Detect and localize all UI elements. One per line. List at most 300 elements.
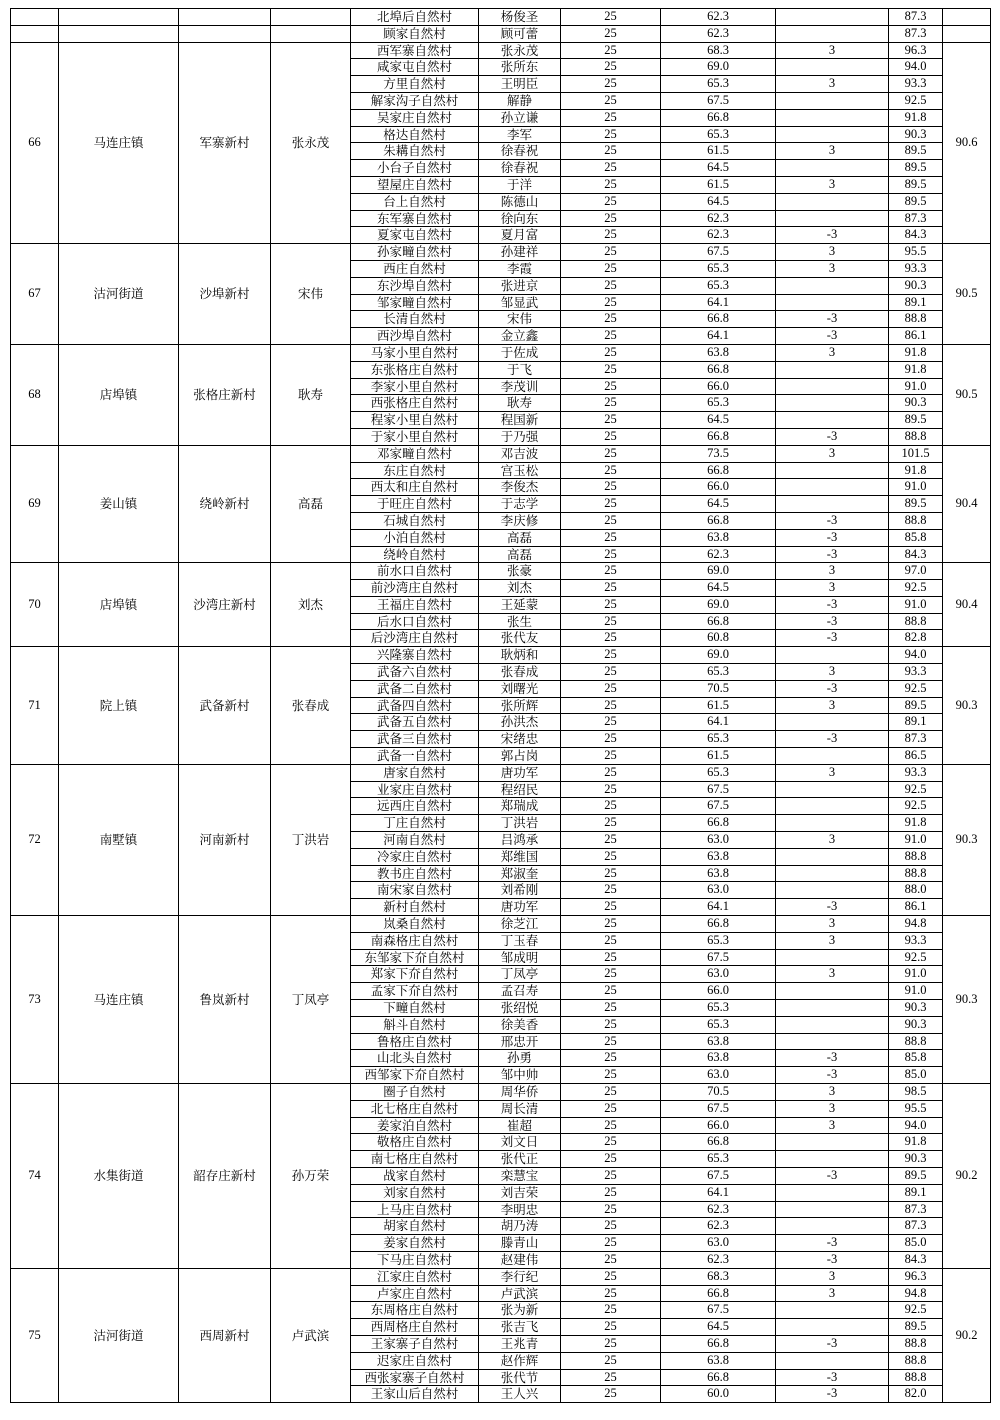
cell-base-score: 25 bbox=[561, 882, 661, 899]
cell-town bbox=[59, 25, 179, 42]
cell-village: 河南新村 bbox=[179, 764, 271, 915]
cell-adjustment bbox=[776, 983, 889, 1000]
cell-natural-leader: 刘曙光 bbox=[479, 680, 561, 697]
cell-total: 88.8 bbox=[889, 1369, 943, 1386]
cell-base-score: 25 bbox=[561, 1151, 661, 1168]
cell-natural-village: 王家寨子自然村 bbox=[351, 1335, 479, 1352]
cell-adjustment bbox=[776, 1016, 889, 1033]
cell-adjustment: -3 bbox=[776, 680, 889, 697]
cell-total: 89.5 bbox=[889, 496, 943, 513]
cell-score: 67.5 bbox=[661, 244, 776, 261]
cell-natural-village: 邹家疃自然村 bbox=[351, 294, 479, 311]
cell-index: 69 bbox=[11, 445, 59, 563]
cell-natural-village: 西邹家下夼自然村 bbox=[351, 1067, 479, 1084]
cell-adjustment: 3 bbox=[776, 916, 889, 933]
cell-town: 姜山镇 bbox=[59, 445, 179, 563]
cell-total: 86.5 bbox=[889, 748, 943, 765]
cell-adjustment: 3 bbox=[776, 1100, 889, 1117]
cell-natural-leader: 唐功军 bbox=[479, 899, 561, 916]
cell-natural-village: 北埠后自然村 bbox=[351, 9, 479, 26]
cell-base-score: 25 bbox=[561, 294, 661, 311]
cell-total: 96.3 bbox=[889, 1268, 943, 1285]
cell-score: 62.3 bbox=[661, 1251, 776, 1268]
cell-score: 62.3 bbox=[661, 1201, 776, 1218]
cell-score: 64.5 bbox=[661, 412, 776, 429]
cell-adjustment bbox=[776, 160, 889, 177]
cell-total: 91.0 bbox=[889, 378, 943, 395]
cell-natural-village: 教书庄自然村 bbox=[351, 865, 479, 882]
ranking-table bbox=[10, 8, 991, 1403]
cell-base-score: 25 bbox=[561, 966, 661, 983]
cell-town: 店埠镇 bbox=[59, 563, 179, 647]
cell-index bbox=[11, 25, 59, 42]
cell-base-score: 25 bbox=[561, 832, 661, 849]
cell-adjustment: 3 bbox=[776, 445, 889, 462]
cell-natural-village: 王福庄自然村 bbox=[351, 596, 479, 613]
cell-adjustment: 3 bbox=[776, 832, 889, 849]
cell-natural-village: 敬格庄自然村 bbox=[351, 1134, 479, 1151]
cell-natural-leader: 徐春祝 bbox=[479, 143, 561, 160]
cell-total: 89.1 bbox=[889, 1184, 943, 1201]
cell-natural-leader: 赵作辉 bbox=[479, 1352, 561, 1369]
cell-adjustment bbox=[776, 109, 889, 126]
cell-natural-leader: 耿炳和 bbox=[479, 647, 561, 664]
cell-index: 70 bbox=[11, 563, 59, 647]
cell-base-score: 25 bbox=[561, 781, 661, 798]
cell-base-score: 25 bbox=[561, 496, 661, 513]
cell-village-leader: 宋伟 bbox=[271, 244, 351, 345]
cell-base-score: 25 bbox=[561, 529, 661, 546]
cell-natural-village: 小台子自然村 bbox=[351, 160, 479, 177]
cell-natural-village: 王家山后自然村 bbox=[351, 1386, 479, 1403]
cell-total: 95.5 bbox=[889, 244, 943, 261]
cell-adjustment bbox=[776, 714, 889, 731]
cell-score: 63.8 bbox=[661, 1050, 776, 1067]
cell-base-score: 25 bbox=[561, 76, 661, 93]
cell-natural-village: 西庄自然村 bbox=[351, 260, 479, 277]
cell-total: 92.5 bbox=[889, 680, 943, 697]
cell-natural-village: 斛斗自然村 bbox=[351, 1016, 479, 1033]
cell-natural-village: 后水口自然村 bbox=[351, 613, 479, 630]
cell-base-score: 25 bbox=[561, 126, 661, 143]
cell-score: 60.0 bbox=[661, 1386, 776, 1403]
cell-average: 90.3 bbox=[943, 764, 991, 915]
cell-village-leader: 张永茂 bbox=[271, 42, 351, 244]
cell-total: 91.0 bbox=[889, 832, 943, 849]
cell-town: 马连庄镇 bbox=[59, 42, 179, 244]
cell-adjustment: -3 bbox=[776, 1369, 889, 1386]
cell-natural-leader: 吕鸿承 bbox=[479, 832, 561, 849]
cell-natural-leader: 栾慧宝 bbox=[479, 1167, 561, 1184]
cell-adjustment bbox=[776, 126, 889, 143]
cell-natural-leader: 卢武滨 bbox=[479, 1285, 561, 1302]
cell-total: 88.8 bbox=[889, 428, 943, 445]
cell-base-score: 25 bbox=[561, 412, 661, 429]
cell-natural-leader: 刘杰 bbox=[479, 580, 561, 597]
cell-total: 85.0 bbox=[889, 1235, 943, 1252]
cell-score: 62.3 bbox=[661, 227, 776, 244]
cell-village-leader: 丁凤亭 bbox=[271, 916, 351, 1084]
cell-adjustment: -3 bbox=[776, 311, 889, 328]
cell-total: 91.8 bbox=[889, 344, 943, 361]
cell-total: 98.5 bbox=[889, 1084, 943, 1101]
cell-natural-leader: 邓吉波 bbox=[479, 445, 561, 462]
cell-natural-leader: 张豪 bbox=[479, 563, 561, 580]
cell-natural-village: 武备二自然村 bbox=[351, 680, 479, 697]
cell-natural-village: 夏家屯自然村 bbox=[351, 227, 479, 244]
cell-adjustment: -3 bbox=[776, 227, 889, 244]
cell-score: 63.0 bbox=[661, 882, 776, 899]
cell-natural-village: 河南自然村 bbox=[351, 832, 479, 849]
cell-score: 63.0 bbox=[661, 966, 776, 983]
cell-total: 94.0 bbox=[889, 1117, 943, 1134]
cell-total: 93.3 bbox=[889, 260, 943, 277]
cell-base-score: 25 bbox=[561, 815, 661, 832]
cell-natural-leader: 王明臣 bbox=[479, 76, 561, 93]
cell-base-score: 25 bbox=[561, 1251, 661, 1268]
cell-village: 军寨新村 bbox=[179, 42, 271, 244]
cell-base-score: 25 bbox=[561, 1235, 661, 1252]
cell-adjustment bbox=[776, 865, 889, 882]
cell-adjustment: -3 bbox=[776, 529, 889, 546]
cell-natural-village: 东沙埠自然村 bbox=[351, 277, 479, 294]
cell-index: 68 bbox=[11, 344, 59, 445]
cell-natural-leader: 孙洪杰 bbox=[479, 714, 561, 731]
cell-natural-leader: 耿寿 bbox=[479, 395, 561, 412]
cell-adjustment: 3 bbox=[776, 563, 889, 580]
cell-score: 66.8 bbox=[661, 1134, 776, 1151]
cell-score: 63.8 bbox=[661, 344, 776, 361]
cell-natural-leader: 顾可蕾 bbox=[479, 25, 561, 42]
cell-natural-leader: 崔超 bbox=[479, 1117, 561, 1134]
cell-total: 90.3 bbox=[889, 126, 943, 143]
cell-town: 水集街道 bbox=[59, 1084, 179, 1269]
cell-village: 武备新村 bbox=[179, 647, 271, 765]
cell-natural-leader: 高磊 bbox=[479, 529, 561, 546]
table-row bbox=[11, 344, 991, 361]
cell-natural-village: 胡家自然村 bbox=[351, 1218, 479, 1235]
cell-base-score: 25 bbox=[561, 764, 661, 781]
cell-adjustment: -3 bbox=[776, 546, 889, 563]
cell-score: 63.0 bbox=[661, 1235, 776, 1252]
cell-adjustment: 3 bbox=[776, 1117, 889, 1134]
cell-natural-village: 台上自然村 bbox=[351, 193, 479, 210]
cell-total: 89.1 bbox=[889, 714, 943, 731]
cell-score: 66.0 bbox=[661, 479, 776, 496]
cell-total: 90.3 bbox=[889, 395, 943, 412]
cell-natural-village: 冷家庄自然村 bbox=[351, 848, 479, 865]
cell-score: 69.0 bbox=[661, 647, 776, 664]
cell-adjustment: 3 bbox=[776, 176, 889, 193]
cell-total: 87.3 bbox=[889, 210, 943, 227]
cell-natural-leader: 周长清 bbox=[479, 1100, 561, 1117]
cell-score: 64.5 bbox=[661, 1319, 776, 1336]
cell-natural-leader: 赵建伟 bbox=[479, 1251, 561, 1268]
cell-base-score: 25 bbox=[561, 193, 661, 210]
cell-natural-leader: 于洋 bbox=[479, 176, 561, 193]
cell-natural-leader: 于飞 bbox=[479, 361, 561, 378]
cell-average: 90.3 bbox=[943, 916, 991, 1084]
cell-score: 63.8 bbox=[661, 1352, 776, 1369]
cell-adjustment: -3 bbox=[776, 630, 889, 647]
cell-score: 66.8 bbox=[661, 361, 776, 378]
cell-adjustment: -3 bbox=[776, 899, 889, 916]
cell-village: 沙湾庄新村 bbox=[179, 563, 271, 647]
cell-natural-village: 前沙湾庄自然村 bbox=[351, 580, 479, 597]
cell-score: 69.0 bbox=[661, 563, 776, 580]
cell-total: 87.3 bbox=[889, 9, 943, 26]
cell-total: 94.0 bbox=[889, 59, 943, 76]
cell-score: 62.3 bbox=[661, 546, 776, 563]
cell-town: 沽河街道 bbox=[59, 244, 179, 345]
cell-natural-village: 西太和庄自然村 bbox=[351, 479, 479, 496]
cell-natural-leader: 李行纪 bbox=[479, 1268, 561, 1285]
cell-natural-village: 望屋庄自然村 bbox=[351, 176, 479, 193]
cell-score: 62.3 bbox=[661, 210, 776, 227]
cell-natural-village: 孟家下夼自然村 bbox=[351, 983, 479, 1000]
cell-base-score: 25 bbox=[561, 210, 661, 227]
cell-natural-village: 南宋家自然村 bbox=[351, 882, 479, 899]
cell-score: 65.3 bbox=[661, 731, 776, 748]
cell-natural-village: 远西庄自然村 bbox=[351, 798, 479, 815]
cell-score: 65.3 bbox=[661, 1016, 776, 1033]
cell-adjustment: -3 bbox=[776, 1067, 889, 1084]
cell-total: 88.0 bbox=[889, 882, 943, 899]
cell-adjustment: -3 bbox=[776, 1251, 889, 1268]
cell-total: 89.5 bbox=[889, 1319, 943, 1336]
cell-total: 85.8 bbox=[889, 529, 943, 546]
table-row bbox=[11, 1084, 991, 1101]
cell-base-score: 25 bbox=[561, 613, 661, 630]
cell-natural-leader: 丁凤亭 bbox=[479, 966, 561, 983]
cell-natural-village: 下马庄自然村 bbox=[351, 1251, 479, 1268]
cell-total: 94.8 bbox=[889, 1285, 943, 1302]
cell-natural-leader: 刘文日 bbox=[479, 1134, 561, 1151]
cell-base-score: 25 bbox=[561, 277, 661, 294]
cell-adjustment bbox=[776, 1352, 889, 1369]
cell-natural-village: 于家小里自然村 bbox=[351, 428, 479, 445]
cell-score: 64.5 bbox=[661, 580, 776, 597]
cell-index: 73 bbox=[11, 916, 59, 1084]
cell-adjustment bbox=[776, 748, 889, 765]
cell-score: 67.5 bbox=[661, 949, 776, 966]
cell-score: 62.3 bbox=[661, 1218, 776, 1235]
cell-total: 92.5 bbox=[889, 92, 943, 109]
cell-base-score: 25 bbox=[561, 647, 661, 664]
cell-adjustment bbox=[776, 412, 889, 429]
cell-natural-leader: 张绍悦 bbox=[479, 1000, 561, 1017]
cell-natural-village: 山北头自然村 bbox=[351, 1050, 479, 1067]
cell-average: 90.6 bbox=[943, 42, 991, 244]
cell-total: 87.3 bbox=[889, 1201, 943, 1218]
cell-total: 88.8 bbox=[889, 1033, 943, 1050]
cell-natural-village: 武备四自然村 bbox=[351, 697, 479, 714]
cell-natural-leader: 周华侨 bbox=[479, 1084, 561, 1101]
cell-total: 94.0 bbox=[889, 647, 943, 664]
table-row bbox=[11, 647, 991, 664]
cell-natural-village: 武备三自然村 bbox=[351, 731, 479, 748]
cell-natural-leader: 郑淑奎 bbox=[479, 865, 561, 882]
cell-base-score: 25 bbox=[561, 361, 661, 378]
cell-score: 66.8 bbox=[661, 109, 776, 126]
cell-natural-village: 马家小里自然村 bbox=[351, 344, 479, 361]
cell-score: 66.8 bbox=[661, 428, 776, 445]
cell-village bbox=[179, 9, 271, 26]
cell-base-score: 25 bbox=[561, 176, 661, 193]
cell-adjustment bbox=[776, 378, 889, 395]
cell-total: 95.5 bbox=[889, 1100, 943, 1117]
cell-natural-leader: 夏月富 bbox=[479, 227, 561, 244]
cell-adjustment: -3 bbox=[776, 613, 889, 630]
cell-base-score: 25 bbox=[561, 395, 661, 412]
cell-natural-leader: 孙立谦 bbox=[479, 109, 561, 126]
cell-total: 88.8 bbox=[889, 311, 943, 328]
cell-score: 65.3 bbox=[661, 1000, 776, 1017]
cell-natural-leader: 王延蒙 bbox=[479, 596, 561, 613]
cell-base-score: 25 bbox=[561, 983, 661, 1000]
cell-total: 89.1 bbox=[889, 294, 943, 311]
cell-adjustment bbox=[776, 949, 889, 966]
cell-natural-village: 西张家寨子自然村 bbox=[351, 1369, 479, 1386]
cell-score: 66.0 bbox=[661, 378, 776, 395]
cell-village-leader: 丁洪岩 bbox=[271, 764, 351, 915]
cell-natural-leader: 王兆青 bbox=[479, 1335, 561, 1352]
cell-village-leader: 耿寿 bbox=[271, 344, 351, 445]
cell-score: 65.3 bbox=[661, 664, 776, 681]
cell-total: 88.8 bbox=[889, 1352, 943, 1369]
cell-score: 69.0 bbox=[661, 59, 776, 76]
cell-base-score: 25 bbox=[561, 1033, 661, 1050]
cell-score: 65.3 bbox=[661, 260, 776, 277]
cell-total: 89.5 bbox=[889, 143, 943, 160]
cell-natural-leader: 宋伟 bbox=[479, 311, 561, 328]
cell-total: 93.3 bbox=[889, 932, 943, 949]
cell-total: 87.3 bbox=[889, 25, 943, 42]
cell-base-score: 25 bbox=[561, 512, 661, 529]
cell-base-score: 25 bbox=[561, 731, 661, 748]
cell-total: 92.5 bbox=[889, 798, 943, 815]
cell-score: 67.5 bbox=[661, 1100, 776, 1117]
cell-natural-leader: 于乃强 bbox=[479, 428, 561, 445]
cell-adjustment: 3 bbox=[776, 664, 889, 681]
cell-average: 90.2 bbox=[943, 1268, 991, 1402]
cell-natural-leader: 李庆修 bbox=[479, 512, 561, 529]
cell-town: 店埠镇 bbox=[59, 344, 179, 445]
cell-natural-leader: 李霞 bbox=[479, 260, 561, 277]
cell-adjustment bbox=[776, 848, 889, 865]
cell-natural-village: 程家小里自然村 bbox=[351, 412, 479, 429]
cell-natural-leader: 唐功军 bbox=[479, 764, 561, 781]
cell-score: 66.8 bbox=[661, 613, 776, 630]
table-row bbox=[11, 916, 991, 933]
cell-natural-leader: 滕青山 bbox=[479, 1235, 561, 1252]
cell-base-score: 25 bbox=[561, 92, 661, 109]
cell-natural-leader: 张春成 bbox=[479, 664, 561, 681]
cell-score: 66.8 bbox=[661, 1335, 776, 1352]
cell-base-score: 25 bbox=[561, 580, 661, 597]
cell-natural-village: 西周格庄自然村 bbox=[351, 1319, 479, 1336]
cell-adjustment: -3 bbox=[776, 596, 889, 613]
cell-score: 65.3 bbox=[661, 932, 776, 949]
cell-natural-leader: 张代节 bbox=[479, 1369, 561, 1386]
cell-adjustment: -3 bbox=[776, 428, 889, 445]
cell-natural-village: 李家小里自然村 bbox=[351, 378, 479, 395]
cell-score: 66.8 bbox=[661, 311, 776, 328]
cell-natural-leader: 郑瑞成 bbox=[479, 798, 561, 815]
cell-base-score: 25 bbox=[561, 1218, 661, 1235]
cell-natural-leader: 徐美香 bbox=[479, 1016, 561, 1033]
cell-base-score: 25 bbox=[561, 1268, 661, 1285]
cell-total: 89.5 bbox=[889, 193, 943, 210]
table-row bbox=[11, 244, 991, 261]
cell-natural-village: 南七格庄自然村 bbox=[351, 1151, 479, 1168]
cell-adjustment bbox=[776, 1000, 889, 1017]
cell-score: 66.8 bbox=[661, 815, 776, 832]
cell-score: 63.8 bbox=[661, 848, 776, 865]
cell-adjustment bbox=[776, 294, 889, 311]
cell-natural-leader: 邹成明 bbox=[479, 949, 561, 966]
cell-natural-leader: 徐向东 bbox=[479, 210, 561, 227]
cell-score: 65.3 bbox=[661, 126, 776, 143]
cell-total: 88.8 bbox=[889, 613, 943, 630]
cell-village bbox=[179, 25, 271, 42]
cell-score: 69.0 bbox=[661, 596, 776, 613]
cell-natural-village: 后沙湾庄自然村 bbox=[351, 630, 479, 647]
cell-natural-leader: 李军 bbox=[479, 126, 561, 143]
cell-adjustment bbox=[776, 462, 889, 479]
cell-adjustment bbox=[776, 395, 889, 412]
cell-adjustment bbox=[776, 92, 889, 109]
cell-village: 沙埠新村 bbox=[179, 244, 271, 345]
cell-village-leader bbox=[271, 9, 351, 26]
cell-village-leader: 卢武滨 bbox=[271, 1268, 351, 1402]
cell-total: 86.1 bbox=[889, 899, 943, 916]
cell-natural-leader: 程绍民 bbox=[479, 781, 561, 798]
cell-base-score: 25 bbox=[561, 378, 661, 395]
cell-total: 94.8 bbox=[889, 916, 943, 933]
cell-total: 92.5 bbox=[889, 1302, 943, 1319]
cell-base-score: 25 bbox=[561, 596, 661, 613]
cell-adjustment bbox=[776, 1302, 889, 1319]
cell-total: 91.8 bbox=[889, 1134, 943, 1151]
cell-natural-village: 武备六自然村 bbox=[351, 664, 479, 681]
cell-adjustment bbox=[776, 361, 889, 378]
cell-base-score: 25 bbox=[561, 748, 661, 765]
cell-total: 87.3 bbox=[889, 1218, 943, 1235]
cell-natural-village: 西军寨自然村 bbox=[351, 42, 479, 59]
cell-score: 66.0 bbox=[661, 983, 776, 1000]
cell-adjustment: 3 bbox=[776, 143, 889, 160]
cell-natural-leader: 张为新 bbox=[479, 1302, 561, 1319]
cell-village: 鲁岚新村 bbox=[179, 916, 271, 1084]
cell-base-score: 25 bbox=[561, 1285, 661, 1302]
cell-base-score: 25 bbox=[561, 428, 661, 445]
cell-natural-village: 岚桑自然村 bbox=[351, 916, 479, 933]
cell-natural-leader: 邹中帅 bbox=[479, 1067, 561, 1084]
cell-natural-village: 姜家自然村 bbox=[351, 1235, 479, 1252]
cell-natural-village: 下疃自然村 bbox=[351, 1000, 479, 1017]
cell-score: 61.5 bbox=[661, 748, 776, 765]
cell-total: 84.3 bbox=[889, 1251, 943, 1268]
cell-average: 90.4 bbox=[943, 445, 991, 563]
cell-natural-village: 东庄自然村 bbox=[351, 462, 479, 479]
cell-base-score: 25 bbox=[561, 462, 661, 479]
cell-score: 66.8 bbox=[661, 462, 776, 479]
cell-natural-leader: 丁玉春 bbox=[479, 932, 561, 949]
cell-score: 63.0 bbox=[661, 1067, 776, 1084]
cell-score: 63.8 bbox=[661, 529, 776, 546]
cell-base-score: 25 bbox=[561, 1067, 661, 1084]
